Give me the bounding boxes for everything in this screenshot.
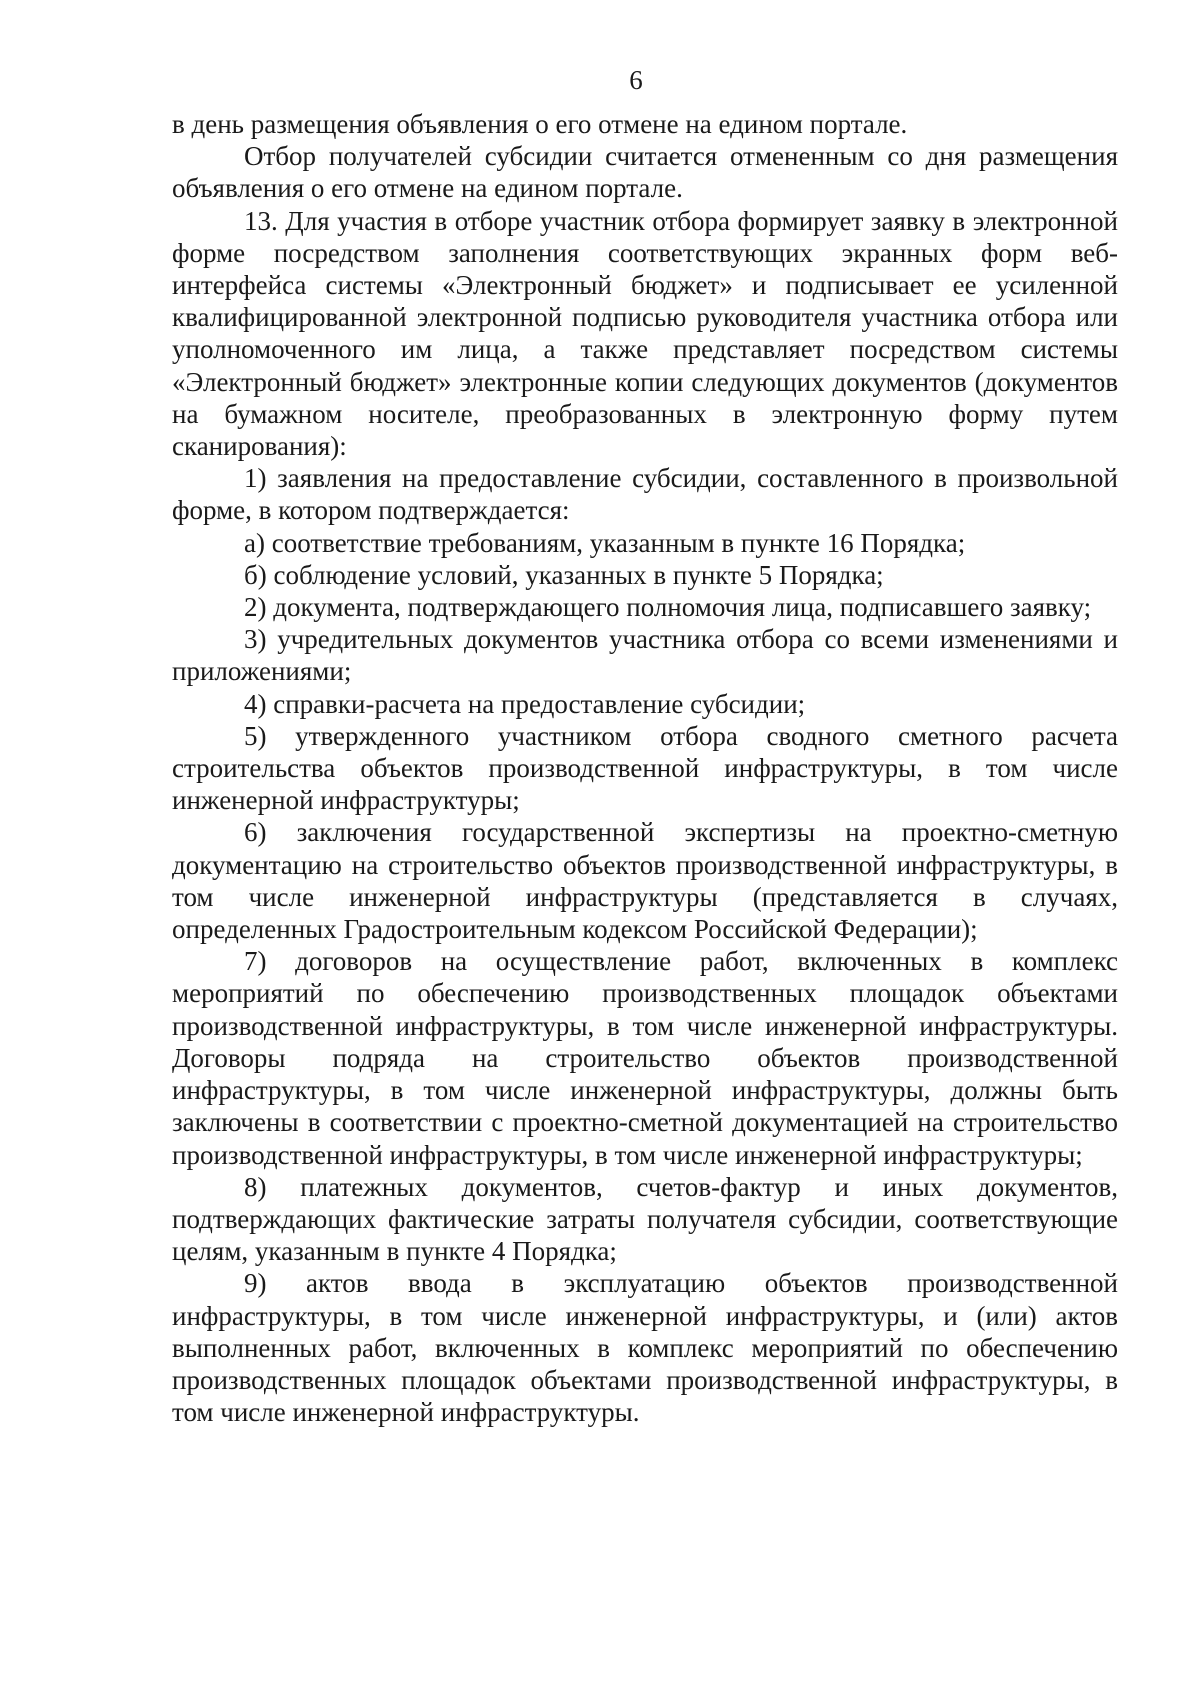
paragraph: Отбор получателей субсидии считается отмененным со дня размещения объявления о его отмене на едином портале.	[172, 141, 1118, 204]
paragraph: 8) платежных документов, счетов-фактур и иных документов, подтверждающих фактические затраты получателя субсидии, соответствующие целям, указанным в пункте 4 Порядка;	[172, 1171, 1118, 1267]
paragraph-continuation: в день размещения объявления о его отмене на едином портале.	[172, 109, 908, 139]
document-body	[172, 108, 1118, 1428]
paragraph: б) соблюдение условий, указанных в пункте 5 Порядка;	[244, 559, 884, 590]
paragraph: а) соответствие требованиям, указанным в пункте 16 Порядка;	[244, 527, 966, 558]
paragraph: 6) заключения государственной экспертизы на проектно-сметную документацию на строительство объектов производственной инфраструктуры, в том числе инженерной инфраструктуры (представляется в случаях, определенных Градостроительным кодексом Российской Федерации);	[172, 817, 1118, 945]
paragraph: 1) заявления на предоставление субсидии, составленного в произвольной форме, в котором подтверждается:	[172, 463, 1118, 526]
paragraph: 3) учредительных документов участника отбора со всеми изменениями и приложениями;	[172, 624, 1118, 687]
paragraph: 5) утвержденного участником отбора сводного сметного расчета строительства объектов производственной инфраструктуры, в том числе инженерной инфраструктуры;	[172, 720, 1118, 816]
paragraph: 9) актов ввода в эксплуатацию объектов производственной инфраструктуры, в том числе инженерной инфраструктуры, и (или) актов выполненных работ, включенных в комплекс мероприятий по обеспечению производственных площадок объектами производственной инфраструктуры, в том числе инженерной инфраструктуры.	[172, 1268, 1118, 1428]
page-number: 6	[629, 65, 643, 95]
paragraph: 2) документа, подтверждающего полномочия лица, подписавшего заявку;	[244, 592, 1092, 623]
paragraph: 13. Для участия в отборе участник отбора формирует заявку в электронной форме посредством заполнения соответствующих экранных форм веб-интерфейса системы «Электронный бюджет» и подписывает ее усиленной квалифицированной электронной подписью руководителя участника отбора или уполномоченного им лица, а также представляет посредством системы «Электронный бюджет» электронные копии следующих документов (документов на бумажном носителе, преобразованных в электронную форму путем сканирования):	[172, 205, 1118, 462]
paragraph: 4) справки-расчета на предоставление субсидии;	[244, 688, 806, 719]
paragraph: 7) договоров на осуществление работ, включенных в комплекс мероприятий по обеспечению производственных площадок объектами производственной инфраструктуры, в том числе инженерной инфраструктуры. Договоры подряда на строительство объектов производственной инфраструктуры, в том числе инженерной инфраструктуры, должны быть заключены в соответствии с проектно-сметной документацией на строительство производственной инфраструктуры, в том числе инженерной инфраструктуры;	[172, 946, 1118, 1170]
